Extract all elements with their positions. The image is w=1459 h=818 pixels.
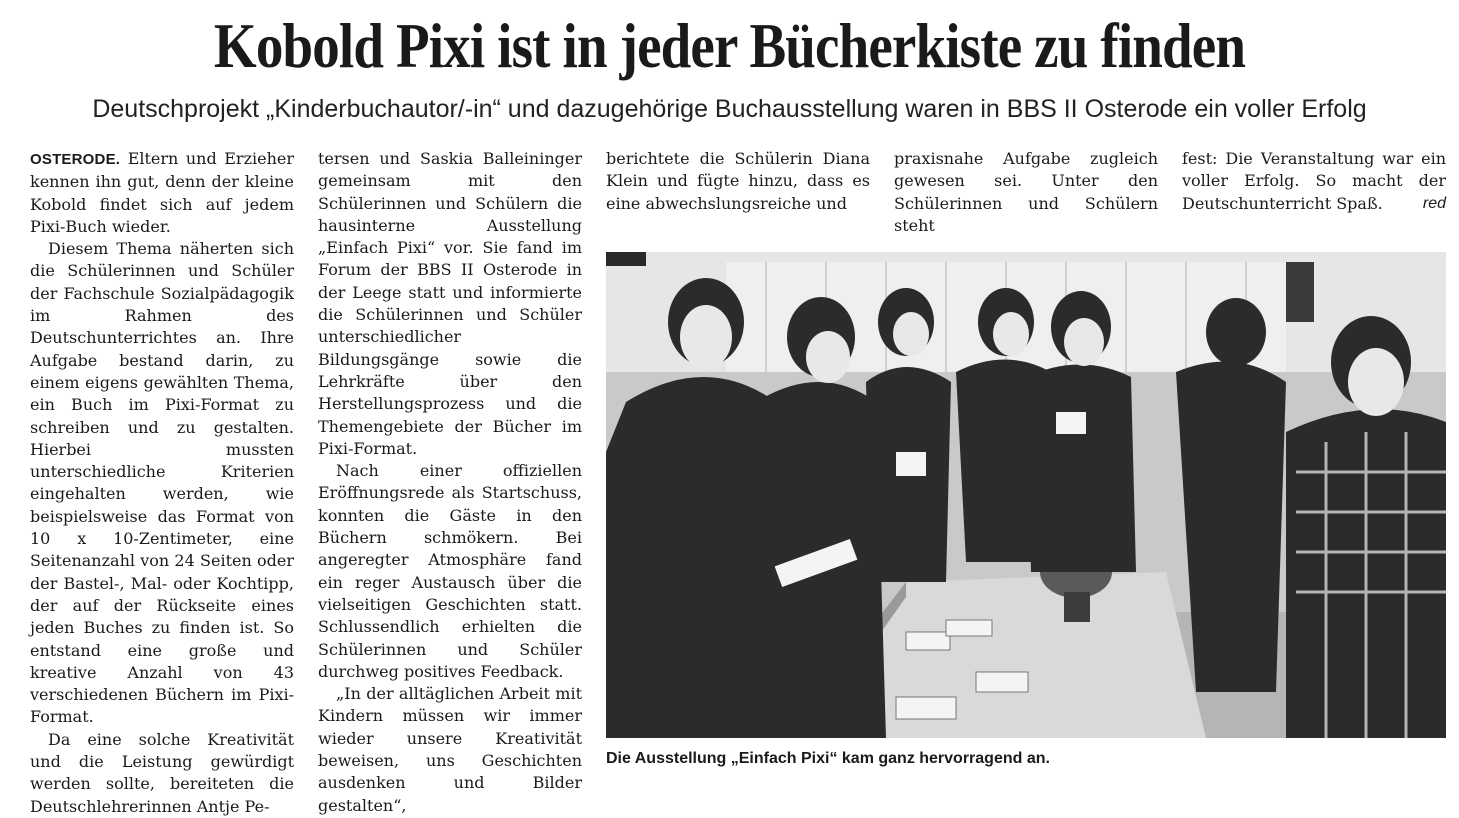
article-column-2 (318, 148, 582, 817)
paragraph: Diesem Thema näherten sich die Schülerinnen und Schüler der Fachschule Sozialpädagogik im Rahmen des Deutschunterrichtes an. Ihre Aufgabe bestand darin, zu einem eigens gewählten Thema, ein Buch im Pixi-Format zu schreiben und zu gestalten. Hierbei mussten unterschiedliche Kriterien eingehalten werden, wie beispielsweise das Format von 10 x 10-Zentimeter, eine Seitenanzahl von 24 Seiten oder der Bastel-, Mal- oder Kochtipp, der auf der Rückseite eines jeden Buches zu finden ist. So entstand eine große und kreative Anzahl von 43 verschiedenen Büchern im Pixi-Format. (30, 239, 294, 727)
headline: Kobold Pixi ist in jeder Bücherkiste zu finden (213, 10, 1246, 81)
article-column-4 (894, 148, 1158, 237)
paragraph: „In der alltäglichen Arbeit mit Kindern müssen wir immer wieder unsere Kreativität beweisen, uns Geschichten ausdenken und Bilder gestalten“, (318, 684, 582, 815)
paragraph: Nach einer offiziellen Eröffnungsrede als Startschuss, konnten die Gäste in den Büchern schmökern. Bei angeregter Atmosphäre fand ein reger Austausch über die vielseitigen Geschichten statt. Schlussendlich erhielten die Schülerinnen und Schüler durchweg positives Feedback. (318, 461, 582, 681)
paragraph: Da eine solche Kreativität und die Leistung gewürdigt werden sollte, bereiteten die Deutschlehrerinnen Antje Pe- (30, 729, 294, 816)
dateline: OSTERODE. (30, 151, 121, 168)
subheadline: Deutschprojekt „Kinderbuchautor/-in“ und dazugehörige Buchausstellung waren in BBS II Osterode ein voller Erfolg (92, 95, 1367, 123)
paragraph: praxisnahe Aufgabe zugleich gewesen sei. Unter den Schülerinnen und Schülern steht (894, 149, 1158, 235)
author-signature: red (1422, 194, 1446, 212)
paragraph: fest: Die Veranstaltung war ein voller Erfolg. So macht der Deutschunterricht Spaß. (1182, 149, 1446, 213)
article-column-1 (30, 148, 294, 818)
paragraph: tersen und Saskia Balleininger gemeinsam mit den Schülerinnen und Schülern die hausinterne Ausstellung „Einfach Pixi“ vor. Sie fand im Forum der BBS II Osterode in der Leege statt und informierte die Schülerinnen und Schüler unterschiedlicher Bildungsgänge sowie die Lehrkräfte über den Herstellungsprozess und die Themengebiete der Bücher im Pixi-Format. (318, 149, 582, 458)
paragraph: berichtete die Schülerin Diana Klein und fügte hinzu, dass es eine abwechslungsreiche und (606, 149, 870, 213)
article-column-3 (606, 148, 870, 215)
article-photo (606, 252, 1446, 738)
article-column-5 (1182, 148, 1446, 215)
photo-caption: Die Ausstellung „Einfach Pixi“ kam ganz hervorragend an. (606, 750, 1050, 767)
paragraph: Eltern und Erzieher kennen ihn gut, denn der kleine Kobold findet sich auf jedem Pixi-Buch wieder. (30, 149, 294, 236)
